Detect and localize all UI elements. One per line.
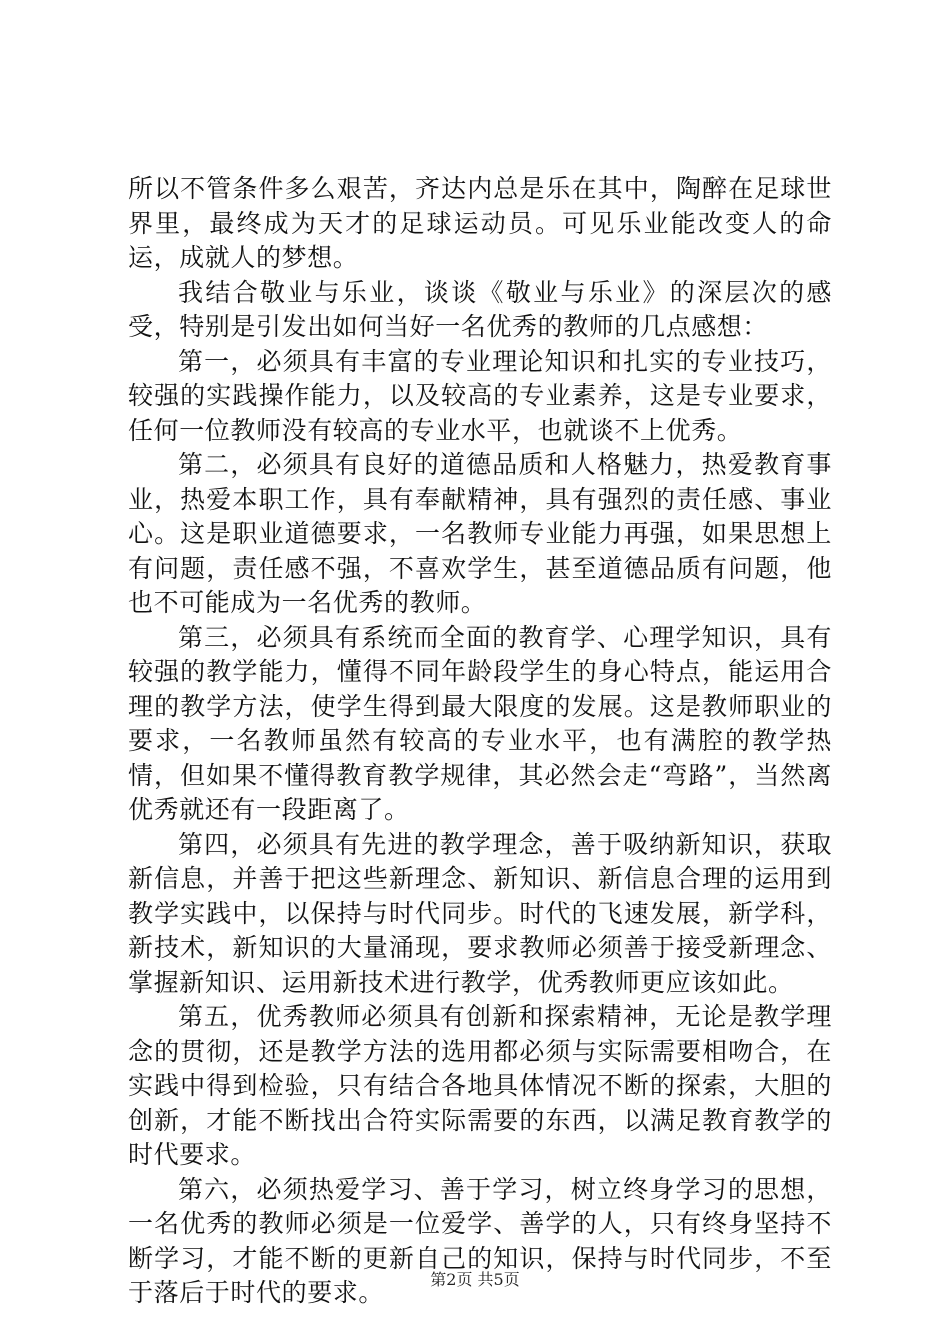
paragraph-point-4: 第四，必须具有先进的教学理念，善于吸纳新知识，获取新信息，并善于把这些新理念、新知识、新信息合理的运用到教学实践中，以保持与时代同步。时代的飞速发展，新学科，新技术，新知识的大量涌现，要求教师必须善于接受新理念、掌握新知识、运用新技术进行教学，优秀教师更应该如此。 bbox=[128, 829, 832, 997]
paragraph-point-6: 第六，必须热爱学习、善于学习，树立终身学习的思想，一名优秀的教师必须是一位爱学、善学的人，只有终身坚持不断学习，才能不断的更新自己的知识，保持与时代同步，不至于落后于时代的要求。 bbox=[128, 1174, 832, 1307]
paragraph-intro: 我结合敬业与乐业，谈谈《敬业与乐业》的深层次的感受，特别是引发出如何当好一名优秀的教师的几点感想： bbox=[128, 277, 832, 341]
paragraph-point-1: 第一，必须具有丰富的专业理论知识和扎实的专业技巧，较强的实践操作能力，以及较高的专业素养，这是专业要求，任何一位教师没有较高的专业水平，也就谈不上优秀。 bbox=[128, 346, 832, 445]
paragraph-point-2: 第二，必须具有良好的道德品质和人格魅力，热爱教育事业，热爱本职工作，具有奉献精神，具有强烈的责任感、事业心。这是职业道德要求，一名教师专业能力再强，如果思想上有问题，责任感不强，不喜欢学生，甚至道德品质有问题，他也不可能成为一名优秀的教师。 bbox=[128, 450, 832, 617]
paragraph-point-3: 第三，必须具有系统而全面的教育学、心理学知识，具有较强的教学能力，懂得不同年龄段学生的身心特点，能运用合理的教学方法，使学生得到最大限度的发展。这是教师职业的要求，一名教师虽然有较高的专业水平，也有满腔的教学热情，但如果不懂得教育教学规律，其必然会走“弯路”，当然离优秀就还有一段距离了。 bbox=[128, 622, 832, 824]
document-body bbox=[128, 172, 832, 1311]
paragraph-continuation: 所以不管条件多么艰苦，齐达内总是乐在其中，陶醉在足球世界里，最终成为天才的足球运动员。可见乐业能改变人的命运，成就人的梦想。 bbox=[128, 174, 832, 272]
paragraph-point-5: 第五，优秀教师必须具有创新和探索精神，无论是教学理念的贯彻，还是教学方法的选用都必须与实际需要相吻合，在实践中得到检验，只有结合各地具体情况不断的探索，大胆的创新，才能不断找出合符实际需要的东西，以满足教育教学的时代要求。 bbox=[128, 1002, 832, 1169]
page-number-footer: 第2页 共5页 bbox=[430, 1270, 520, 1289]
